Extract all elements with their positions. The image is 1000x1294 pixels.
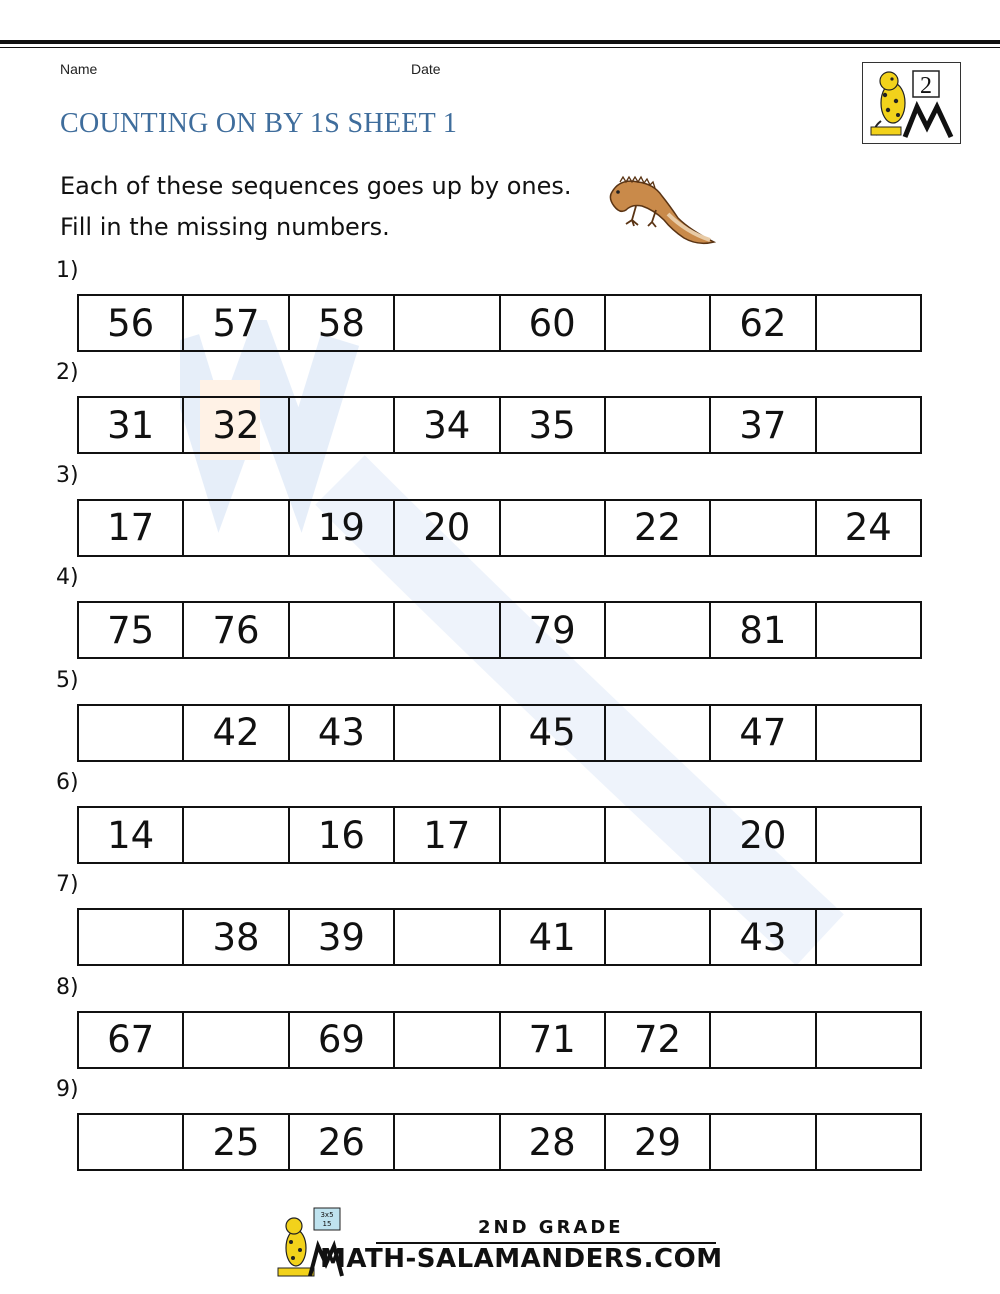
answer-blank-cell[interactable] <box>184 808 289 862</box>
question-number: 9) <box>56 1077 79 1103</box>
sequence-number-cell: 32 <box>184 398 289 452</box>
sequence-number-cell: 17 <box>395 808 500 862</box>
answer-blank-cell[interactable] <box>395 296 500 350</box>
sequence-number-cell: 56 <box>79 296 184 350</box>
sequence-number-cell: 41 <box>501 910 606 964</box>
sequence-row <box>77 704 922 762</box>
sequence-number-cell: 25 <box>184 1115 289 1169</box>
salamander-logo-icon <box>863 63 959 142</box>
answer-blank-cell[interactable] <box>817 1115 920 1169</box>
date-label: Date <box>411 61 441 77</box>
answer-blank-cell[interactable] <box>817 706 920 760</box>
question-number: 1) <box>56 258 79 283</box>
sequence-row <box>77 294 922 352</box>
answer-blank-cell[interactable] <box>79 1115 184 1169</box>
sequence-number-cell: 43 <box>290 706 395 760</box>
answer-blank-cell[interactable] <box>184 501 289 555</box>
sequence-number-cell: 42 <box>184 706 289 760</box>
answer-blank-cell[interactable] <box>817 808 920 862</box>
sequence-row <box>77 499 922 557</box>
sequence-row <box>77 908 922 966</box>
svg-text:2: 2 <box>920 73 932 99</box>
question-number: 3) <box>56 462 79 488</box>
answer-blank-cell[interactable] <box>395 1013 500 1067</box>
sequence-number-cell: 22 <box>606 501 711 555</box>
answer-blank-cell[interactable] <box>395 910 500 964</box>
sequence-number-cell: 45 <box>501 706 606 760</box>
sequence-number-cell: 60 <box>501 296 606 350</box>
question-number: 8) <box>56 974 79 1000</box>
question-number: 7) <box>56 872 79 898</box>
sequence-row <box>77 1113 922 1171</box>
instruction-line-1: Each of these sequences goes up by ones. <box>60 172 572 200</box>
sequence-number-cell: 16 <box>290 808 395 862</box>
sequence-number-cell: 38 <box>184 910 289 964</box>
sequence-row <box>77 601 922 659</box>
page-title: COUNTING ON BY 1S SHEET 1 <box>60 108 458 139</box>
sequence-number-cell: 58 <box>290 296 395 350</box>
sequence-number-cell: 35 <box>501 398 606 452</box>
sequence-row <box>77 396 922 454</box>
sequence-number-cell: 81 <box>711 603 816 657</box>
sequence-number-cell: 37 <box>711 398 816 452</box>
answer-blank-cell[interactable] <box>817 910 920 964</box>
footer-site-link[interactable]: MATH-SALAMANDERS.COM <box>320 1244 723 1274</box>
answer-blank-cell[interactable] <box>395 706 500 760</box>
grade-logo <box>862 62 961 144</box>
sequence-number-cell: 62 <box>711 296 816 350</box>
sequence-number-cell: 20 <box>395 501 500 555</box>
answer-blank-cell[interactable] <box>184 1013 289 1067</box>
sequence-number-cell: 19 <box>290 501 395 555</box>
answer-blank-cell[interactable] <box>606 296 711 350</box>
answer-blank-cell[interactable] <box>395 1115 500 1169</box>
sequence-number-cell: 69 <box>290 1013 395 1067</box>
name-label: Name <box>60 61 98 77</box>
answer-blank-cell[interactable] <box>606 808 711 862</box>
sequence-number-cell: 17 <box>79 501 184 555</box>
sequence-number-cell: 75 <box>79 603 184 657</box>
answer-blank-cell[interactable] <box>290 398 395 452</box>
top-rule-thick <box>0 40 1000 44</box>
svg-text:3x5: 3x5 <box>320 1211 334 1219</box>
salamander-icon <box>606 170 718 250</box>
answer-blank-cell[interactable] <box>606 398 711 452</box>
top-rule-thin <box>0 47 1000 48</box>
answer-blank-cell[interactable] <box>606 910 711 964</box>
answer-blank-cell[interactable] <box>817 398 920 452</box>
instruction-line-2: Fill in the missing numbers. <box>60 213 390 241</box>
sequence-number-cell: 79 <box>501 603 606 657</box>
sequence-number-cell: 43 <box>711 910 816 964</box>
answer-blank-cell[interactable] <box>817 603 920 657</box>
sequence-number-cell: 34 <box>395 398 500 452</box>
answer-blank-cell[interactable] <box>606 706 711 760</box>
answer-blank-cell[interactable] <box>501 501 606 555</box>
sequence-number-cell: 26 <box>290 1115 395 1169</box>
question-number: 6) <box>56 770 79 795</box>
sequence-number-cell: 14 <box>79 808 184 862</box>
sequence-number-cell: 71 <box>501 1013 606 1067</box>
question-number: 2) <box>56 360 79 386</box>
answer-blank-cell[interactable] <box>79 910 184 964</box>
question-number: 5) <box>56 667 79 693</box>
answer-blank-cell[interactable] <box>817 1013 920 1067</box>
sequence-number-cell: 39 <box>290 910 395 964</box>
sequence-number-cell: 76 <box>184 603 289 657</box>
sequence-row <box>77 806 922 864</box>
answer-blank-cell[interactable] <box>817 296 920 350</box>
sequence-number-cell: 72 <box>606 1013 711 1067</box>
sequence-number-cell: 67 <box>79 1013 184 1067</box>
sequence-number-cell: 57 <box>184 296 289 350</box>
answer-blank-cell[interactable] <box>290 603 395 657</box>
sequence-number-cell: 24 <box>844 506 892 550</box>
sequence-number-cell: 47 <box>711 706 816 760</box>
footer-grade: 2ND GRADE <box>478 1217 624 1238</box>
answer-blank-cell[interactable] <box>711 1115 816 1169</box>
answer-blank-cell[interactable] <box>711 501 816 555</box>
sequence-number-cell: 29 <box>606 1115 711 1169</box>
sequence-number-cell: 31 <box>79 398 184 452</box>
answer-blank-cell[interactable] <box>395 603 500 657</box>
answer-blank-cell[interactable] <box>606 603 711 657</box>
sequence-row <box>77 1011 922 1069</box>
question-number: 4) <box>56 565 79 591</box>
sequence-number-cell: 28 <box>501 1115 606 1169</box>
svg-text:15: 15 <box>322 1220 332 1228</box>
answer-blank-cell[interactable] <box>79 706 184 760</box>
answer-blank-cell[interactable] <box>501 808 606 862</box>
sequence-number-cell: 20 <box>711 808 816 862</box>
answer-blank-cell[interactable] <box>711 1013 816 1067</box>
